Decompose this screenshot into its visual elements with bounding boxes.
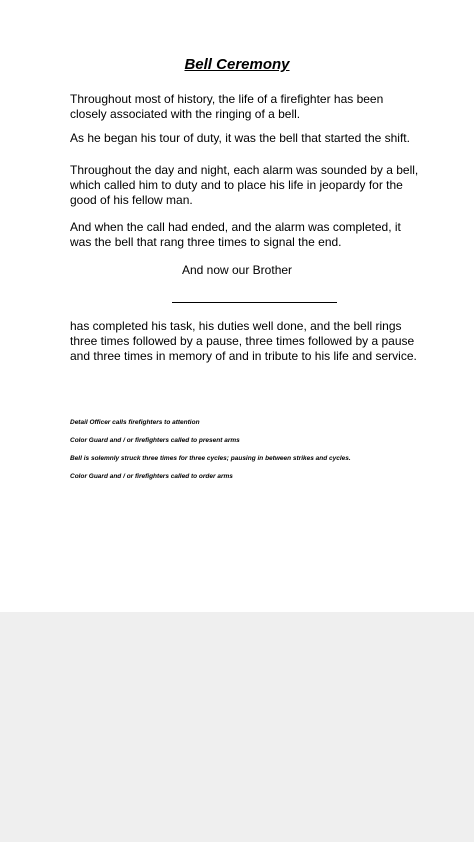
paragraph-completed-task: has completed his task, his duties well done, and the bell rings three times followed by a pause, three times followed by a pause and three times in memory of and in tribute to his life and service. [70,319,417,363]
ceremony-note: Detail Officer calls firefighters to attention [70,419,200,426]
name-blank-line [172,302,337,303]
ceremony-note: Color Guard and / or firefighters called to order arms [70,473,233,480]
document-title: Bell Ceremony [184,56,290,73]
paragraph-tour-of-duty: As he began his tour of duty, it was the bell that started the shift. [70,131,410,145]
paragraph-call-ended: And when the call had ended, and the alarm was completed, it was the bell that rang three times to signal the end. [70,220,401,249]
paragraph-alarm: Throughout the day and night, each alarm was sounded by a bell, which called him to duty and to place his life in jeopardy for the good of his fellow man. [70,163,419,207]
viewer-background [0,612,474,842]
brother-line: And now our Brother [181,263,293,277]
ceremony-note: Bell is solemnly struck three times for three cycles; pausing in between strikes and cycles. [70,455,351,462]
ceremony-note: Color Guard and / or firefighters called to present arms [70,437,240,444]
paragraph-history: Throughout most of history, the life of a firefighter has been closely associated with the ringing of a bell. [70,92,384,121]
